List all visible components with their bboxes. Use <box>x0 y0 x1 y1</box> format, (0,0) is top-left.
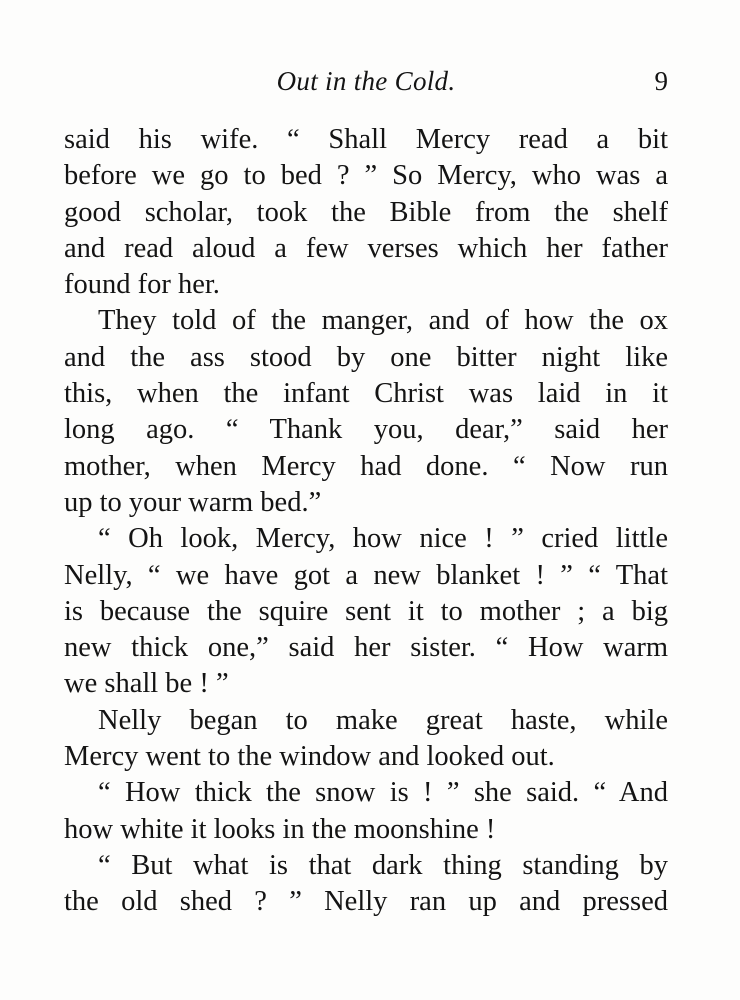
text-line: Mercy went to the window and looked out. <box>64 741 555 773</box>
text-line: “ But what is that dark thing standing by <box>98 849 668 881</box>
body-text <box>64 122 668 921</box>
paragraph-2 <box>64 303 668 521</box>
text-line: said his wife. “ Shall Mercy read a bit <box>64 124 668 155</box>
running-title: Out in the Cold. <box>276 66 456 96</box>
text-line: new thick one,” said her sister. “ How warm <box>64 632 668 664</box>
text-line: “ Oh look, Mercy, how nice ! ” cried little <box>98 523 668 555</box>
page-number: 9 <box>654 66 668 96</box>
text-line: Nelly began to make great haste, while <box>98 704 668 736</box>
text-line: They told of the manger, and of how the ox <box>98 305 668 337</box>
text-line: Nelly, “ we have got a new blanket ! ” “ That <box>64 559 668 591</box>
paragraph-5 <box>64 775 668 848</box>
text-line: good scholar, took the Bible from the shelf <box>64 196 668 228</box>
text-line: up to your warm bed.” <box>64 486 322 518</box>
text-line: found for her. <box>64 269 220 301</box>
text-line: and read aloud a few verses which her father <box>64 232 668 264</box>
text-line: “ How thick the snow is ! ” she said. “ And <box>98 777 668 809</box>
text-line: is because the squire sent it to mother ; a big <box>64 595 668 627</box>
page-header <box>64 66 668 106</box>
paragraph-4 <box>64 703 668 776</box>
text-line: mother, when Mercy had done. “ Now run <box>64 450 668 482</box>
text-line: before we go to bed ? ” So Mercy, who was a <box>64 160 668 192</box>
paragraph-6 <box>64 848 668 921</box>
text-line: and the ass stood by one bitter night like <box>64 341 668 373</box>
text-line: long ago. “ Thank you, dear,” said her <box>64 414 668 446</box>
text-line: how white it looks in the moonshine ! <box>64 813 496 845</box>
text-line: we shall be ! ” <box>64 668 229 700</box>
paragraph-3 <box>64 521 668 702</box>
text-line: the old shed ? ” Nelly ran up and pressed <box>64 886 668 918</box>
text-line: this, when the infant Christ was laid in it <box>64 378 668 410</box>
paragraph-1 <box>64 122 668 303</box>
